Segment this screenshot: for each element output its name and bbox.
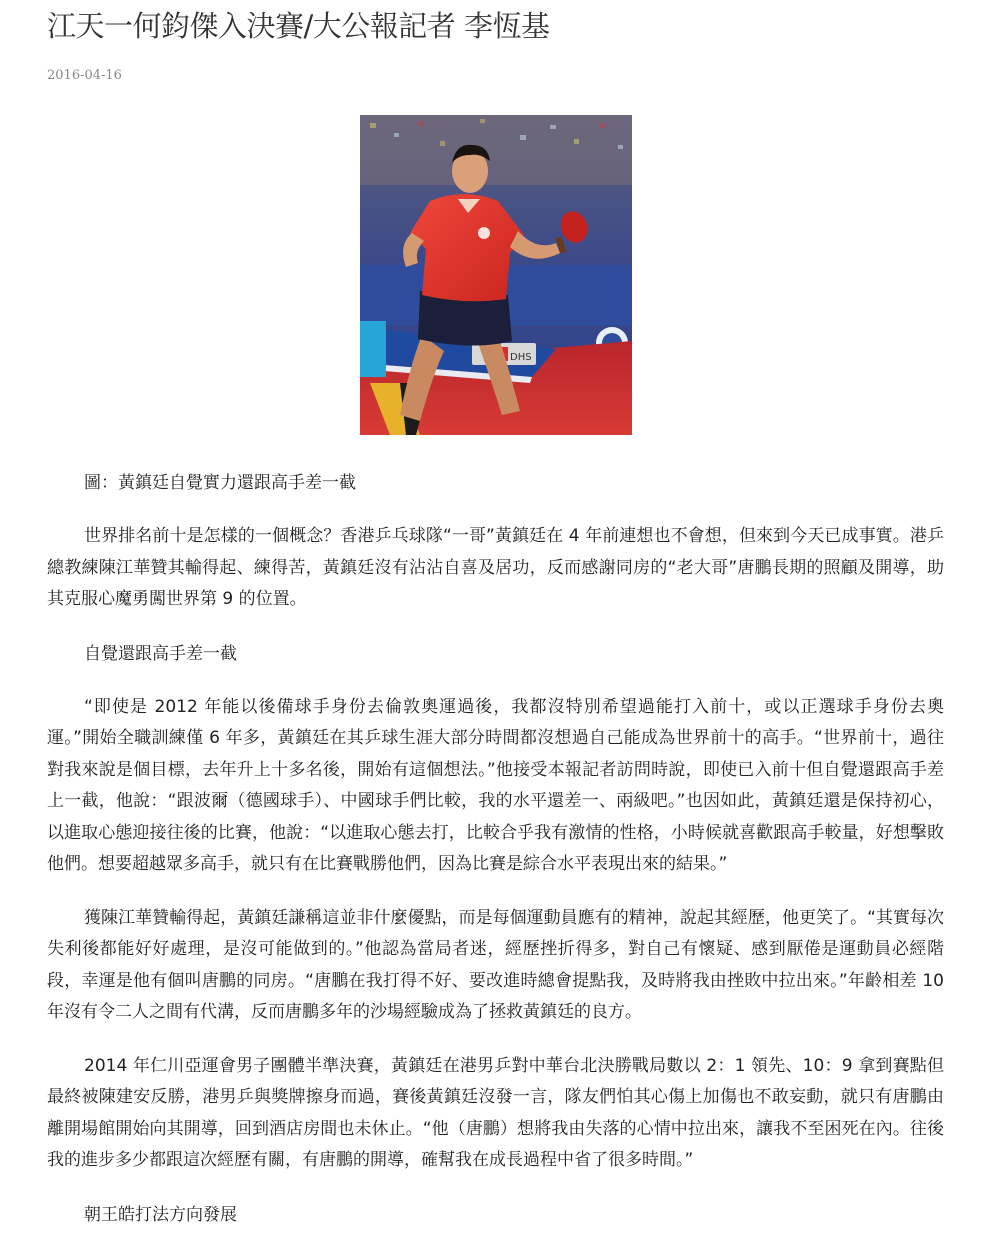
article-photo [360, 115, 632, 435]
image-caption: 圖：黃鎮廷自覺實力還跟高手差一截 [84, 473, 356, 493]
article-photo-container [47, 115, 944, 435]
body-paragraph: 世界排名前十是怎樣的一個概念？香港乒乓球隊“一哥”黃鎮廷在 4 年前連想也不會想，但來到今天已成事實。港乒總教練陳江華贊其輸得起、練得苦，黃鎮廷沒有沾沾自喜及居功，反而感謝同房的“老大哥”唐鵬長期的照顧及開導，助其克服心魔勇闖世界第 9 的位置。 [47, 526, 944, 609]
article-date: 2016-04-16 [47, 68, 122, 83]
body-paragraph: “即使是 2012 年能以後備球手身份去倫敦奧運過後，我都沒特別希望過能打入前十，或以正選球手身份去奧運。”開始全職訓練僅 6 年多，黃鎮廷在其乒球生涯大部分時間都沒想過自己能成為世界前十的高手。“世界前十，過往對我來說是個目標，去年升上十多名後，開始有這個想法。”他接受本報記者訪問時說，即使已入前十但自覺還跟高手差上一截，他說：“跟波爾（德國球手）、中國球手們比較，我的水平還差一、兩級吧。”也因如此，黃鎮廷還是保持初心，以進取心態迎接往後的比賽，他說：“以進取心態去打，比較合乎我有激情的性格，小時候就喜歡跟高手較量，好想擊敗他們。想要超越眾多高手，就只有在比賽戰勝他們，因為比賽是綜合水平表現出來的結果。” [47, 696, 944, 874]
section-subheading: 朝王皓打法方向發展 [84, 1204, 237, 1225]
article-title: 江天一何鈞傑入決賽/大公報記者 李恆基 [47, 9, 550, 43]
svg-text:DHS: DHS [509, 352, 532, 363]
section-subheading: 自覺還跟高手差一截 [84, 643, 237, 664]
body-paragraph: 2014 年仁川亞運會男子團體半準決賽，黃鎮廷在港男乒對中華台北決勝戰局數以 2：1 領先、10：9 拿到賽點但最終被陳建安反勝，港男乒與獎牌擦身而過，賽後黃鎮廷沒發一言，隊友們怕其心傷上加傷也不敢妄動，就只有唐鵬由離開場館開始向其開導，回到酒店房間也未休止。“他（唐鵬）想將我由失落的心情中拉出來，讓我不至困死在內。往後我的進步多少都跟這次經歷有關，有唐鵬的開導，確幫我在成長過程中省了很多時間。” [47, 1055, 944, 1170]
body-paragraph: 獲陳江華贊輸得起，黃鎮廷謙稱這並非什麼優點，而是每個運動員應有的精神，說起其經歷，他更笑了。“其實每次失利後都能好好處理，是沒可能做到的。”他認為當局者迷，經歷挫折得多，對自己有懷疑、感到厭倦是運動員必經階段，幸運是他有個叫唐鵬的同房。“唐鵬在我打得不好、要改進時總會提點我，及時將我由挫敗中拉出來。”年齡相差 10 年沒有令二人之間有代溝，反而唐鵬多年的沙場經驗成為了拯救黃鎮廷的良方。 [47, 907, 944, 1022]
